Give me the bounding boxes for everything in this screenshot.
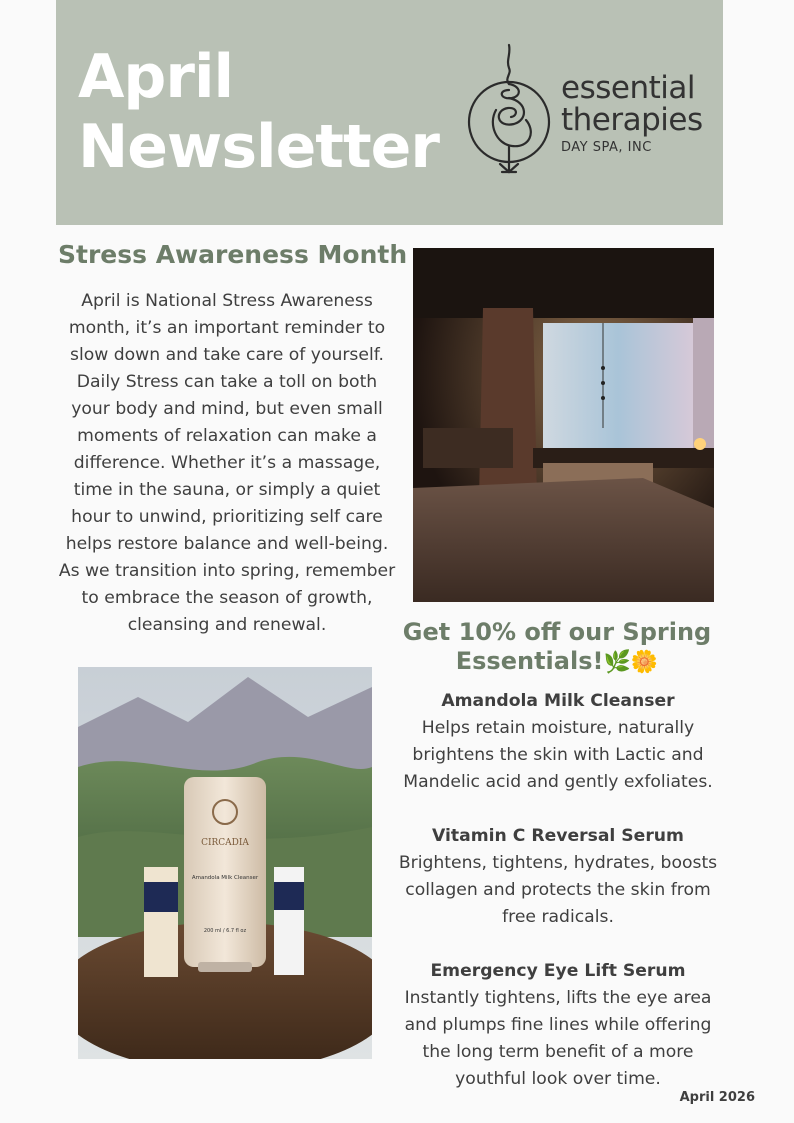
newsletter-title: [78, 42, 439, 182]
promo-products: [388, 688, 728, 1093]
spa-logo: [466, 40, 716, 185]
tube-brand: CIRCADIA: [201, 838, 249, 848]
stress-section-body: April is National Stress Awareness month, it’s an important reminder to slow down and take care of yourself. Daily Stress can take a toll on both your body and mind, but even small moments of relaxation can make a difference. Whether it’s a massage, time in the sauna, or simply a quiet hour to unwind, prioritizing self care helps restore balance and well-being. As we transition into spring, remember to embrace the season of growth, cleansing and renewal.: [58, 291, 396, 635]
product-name: Vitamin C Reversal Serum: [432, 826, 684, 846]
plant-flower-icon: 🌿🌼: [603, 650, 659, 675]
product-name: Emergency Eye Lift Serum: [430, 961, 686, 981]
tube-label: Amandola Milk Cleanser: [191, 875, 259, 881]
logo-line-therapies: therapies: [561, 102, 703, 138]
spring-products-photo: [78, 667, 372, 1059]
product-description: Brightens, tightens, hydrates, boosts collagen and protects the skin from free radicals.: [398, 853, 718, 927]
product-description: Instantly tightens, lifts the eye area and plumps fine lines while offering the long term benefit of a more youthful look over time.: [404, 988, 712, 1089]
product-description: Helps retain moisture, naturally brightens the skin with Lactic and Mandelic acid and gently exfoliates.: [403, 718, 713, 792]
title-line-2: Newsletter: [78, 112, 439, 182]
stress-section-title: Stress Awareness Month: [58, 240, 408, 269]
spiral-lotus-icon: [466, 40, 556, 185]
promo-title-text: Get 10% off our Spring Essentials!: [402, 618, 712, 675]
logo-line-dayspa: DAY SPA, INC: [561, 140, 652, 155]
header-banner: [56, 0, 723, 225]
product-name: Amandola Milk Cleanser: [441, 691, 675, 711]
promo-title: [392, 618, 722, 677]
treatment-room-photo: [413, 248, 714, 602]
tube-size: 200 ml / 6.7 fl oz: [203, 928, 247, 934]
footer-date: April 2026: [679, 1090, 755, 1105]
logo-line-essential: essential: [561, 70, 695, 106]
title-line-1: April: [78, 42, 234, 112]
